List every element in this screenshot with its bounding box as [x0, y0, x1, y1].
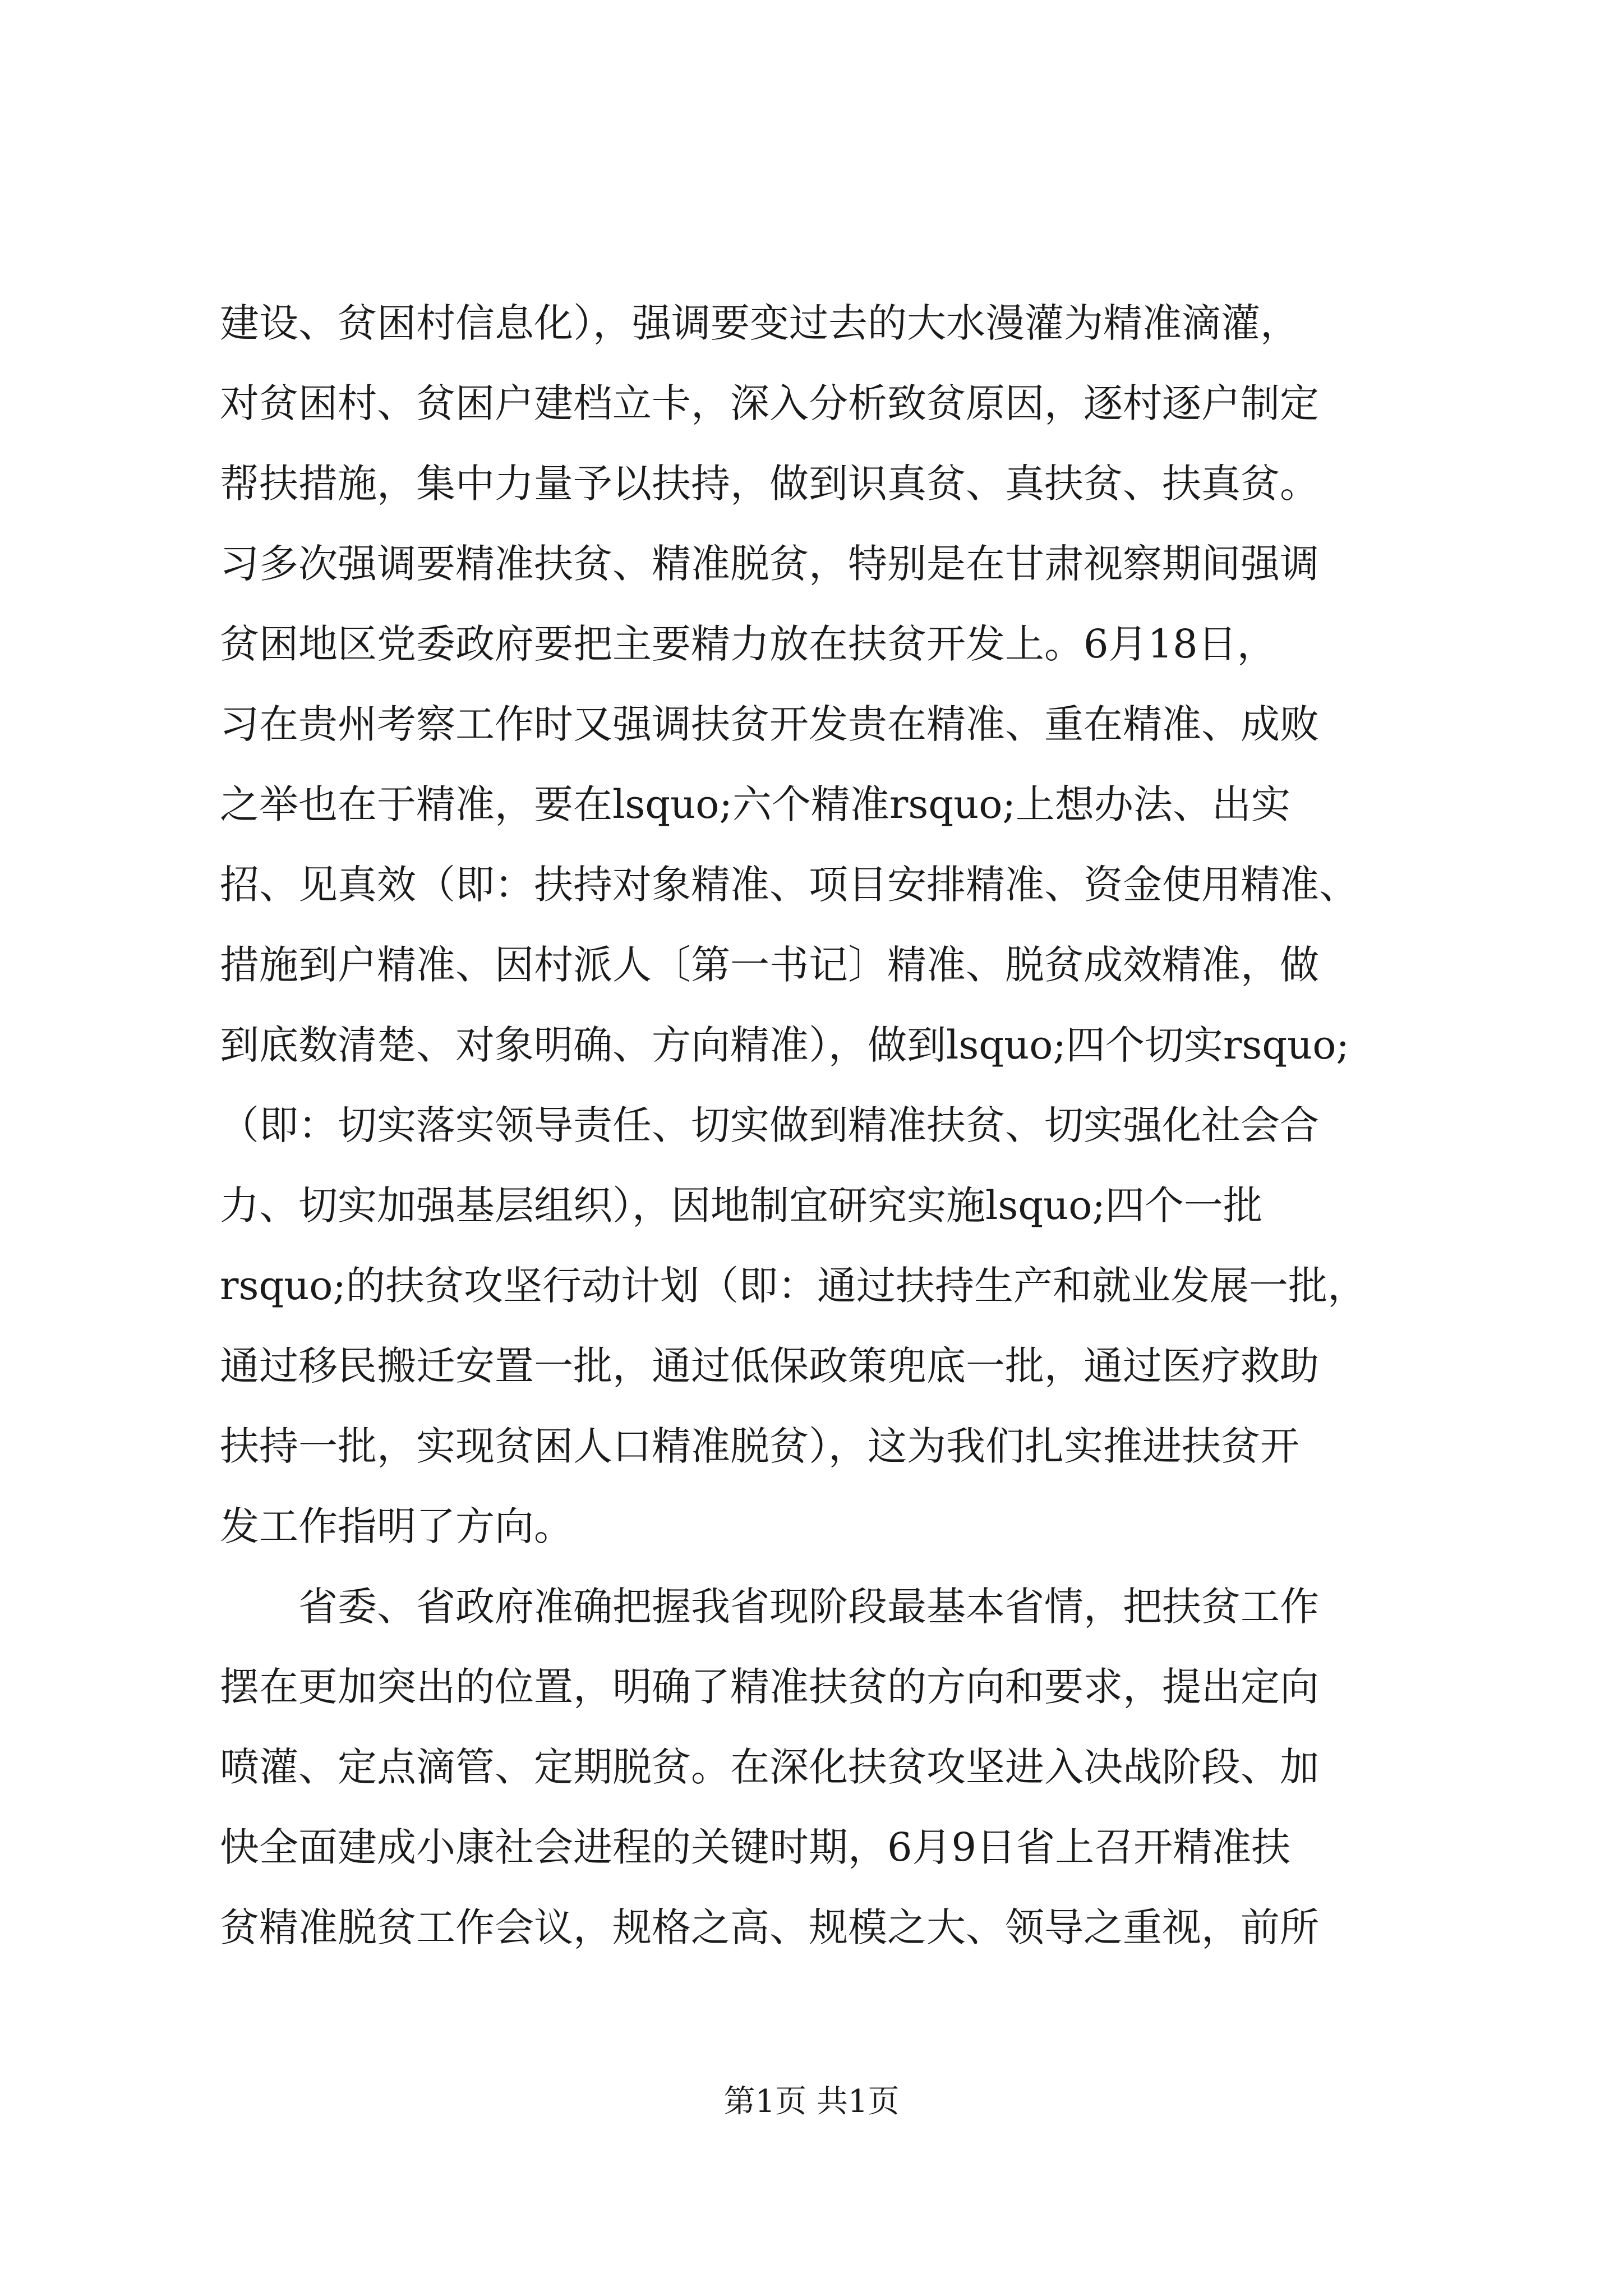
paragraph: [220, 283, 1431, 1567]
text-line: 通过移民搬迁安置一批，通过低保政策兜底一批，通过医疗救助: [220, 1343, 1319, 1389]
text-line: 招、见真效（即：扶持对象精准、项目安排精准、资金使用精准、: [220, 862, 1358, 908]
text-line: 措施到户精准、因村派人〔第一书记〕精准、脱贫成效精准，做: [220, 942, 1319, 988]
text-line: 力、切实加强基层组织），因地制宜研究实施lsquo;四个一批: [220, 1182, 1262, 1228]
document-body: [220, 283, 1431, 1968]
text-line: 喷灌、定点滴管、定期脱贫。在深化扶贫攻坚进入决战阶段、加: [220, 1744, 1319, 1790]
text-line: 贫困地区党委政府要把主要精力放在扶贫开发上。6月18日，: [220, 621, 1276, 667]
text-line: （即：切实落实领导责任、切实做到精准扶贫、切实强化社会合: [220, 1102, 1319, 1148]
text-line: 发工作指明了方向。: [220, 1503, 573, 1549]
text-line: 之举也在于精准，要在lsquo;六个精准rsquo;上想办法、出实: [220, 781, 1290, 827]
paragraph: [220, 1567, 1431, 1968]
text-line: 贫精准脱贫工作会议，规格之高、规模之大、领导之重视，前所: [220, 1904, 1319, 1950]
text-line: rsquo;的扶贫攻坚行动计划（即：通过扶持生产和就业发展一批，: [220, 1263, 1367, 1309]
text-line: 摆在更加突出的位置，明确了精准扶贫的方向和要求，提出定向: [220, 1664, 1319, 1710]
text-line: 省委、省政府准确把握我省现阶段最基本省情，把扶贫工作: [298, 1584, 1319, 1630]
text-line: 扶持一批，实现贫困人口精准脱贫），这为我们扎实推进扶贫开: [220, 1423, 1299, 1469]
page-footer: 第1页 共1页: [723, 2083, 900, 2120]
text-line: 帮扶措施，集中力量予以扶持，做到识真贫、真扶贫、扶真贫。: [220, 461, 1319, 507]
text-line: 快全面建成小康社会进程的关键时期，6月9日省上召开精准扶: [220, 1824, 1291, 1870]
text-line: 建设、贫困村信息化），强调要变过去的大水漫灌为精准滴灌，: [220, 300, 1299, 346]
text-line: 到底数清楚、对象明确、方向精准），做到lsquo;四个切实rsquo;: [220, 1022, 1349, 1068]
text-line: 对贫困村、贫困户建档立卡，深入分析致贫原因，逐村逐户制定: [220, 380, 1319, 426]
text-line: 习多次强调要精准扶贫、精准脱贫，特别是在甘肃视察期间强调: [220, 541, 1319, 587]
text-line: 习在贵州考察工作时又强调扶贫开发贵在精准、重在精准、成败: [220, 701, 1319, 747]
